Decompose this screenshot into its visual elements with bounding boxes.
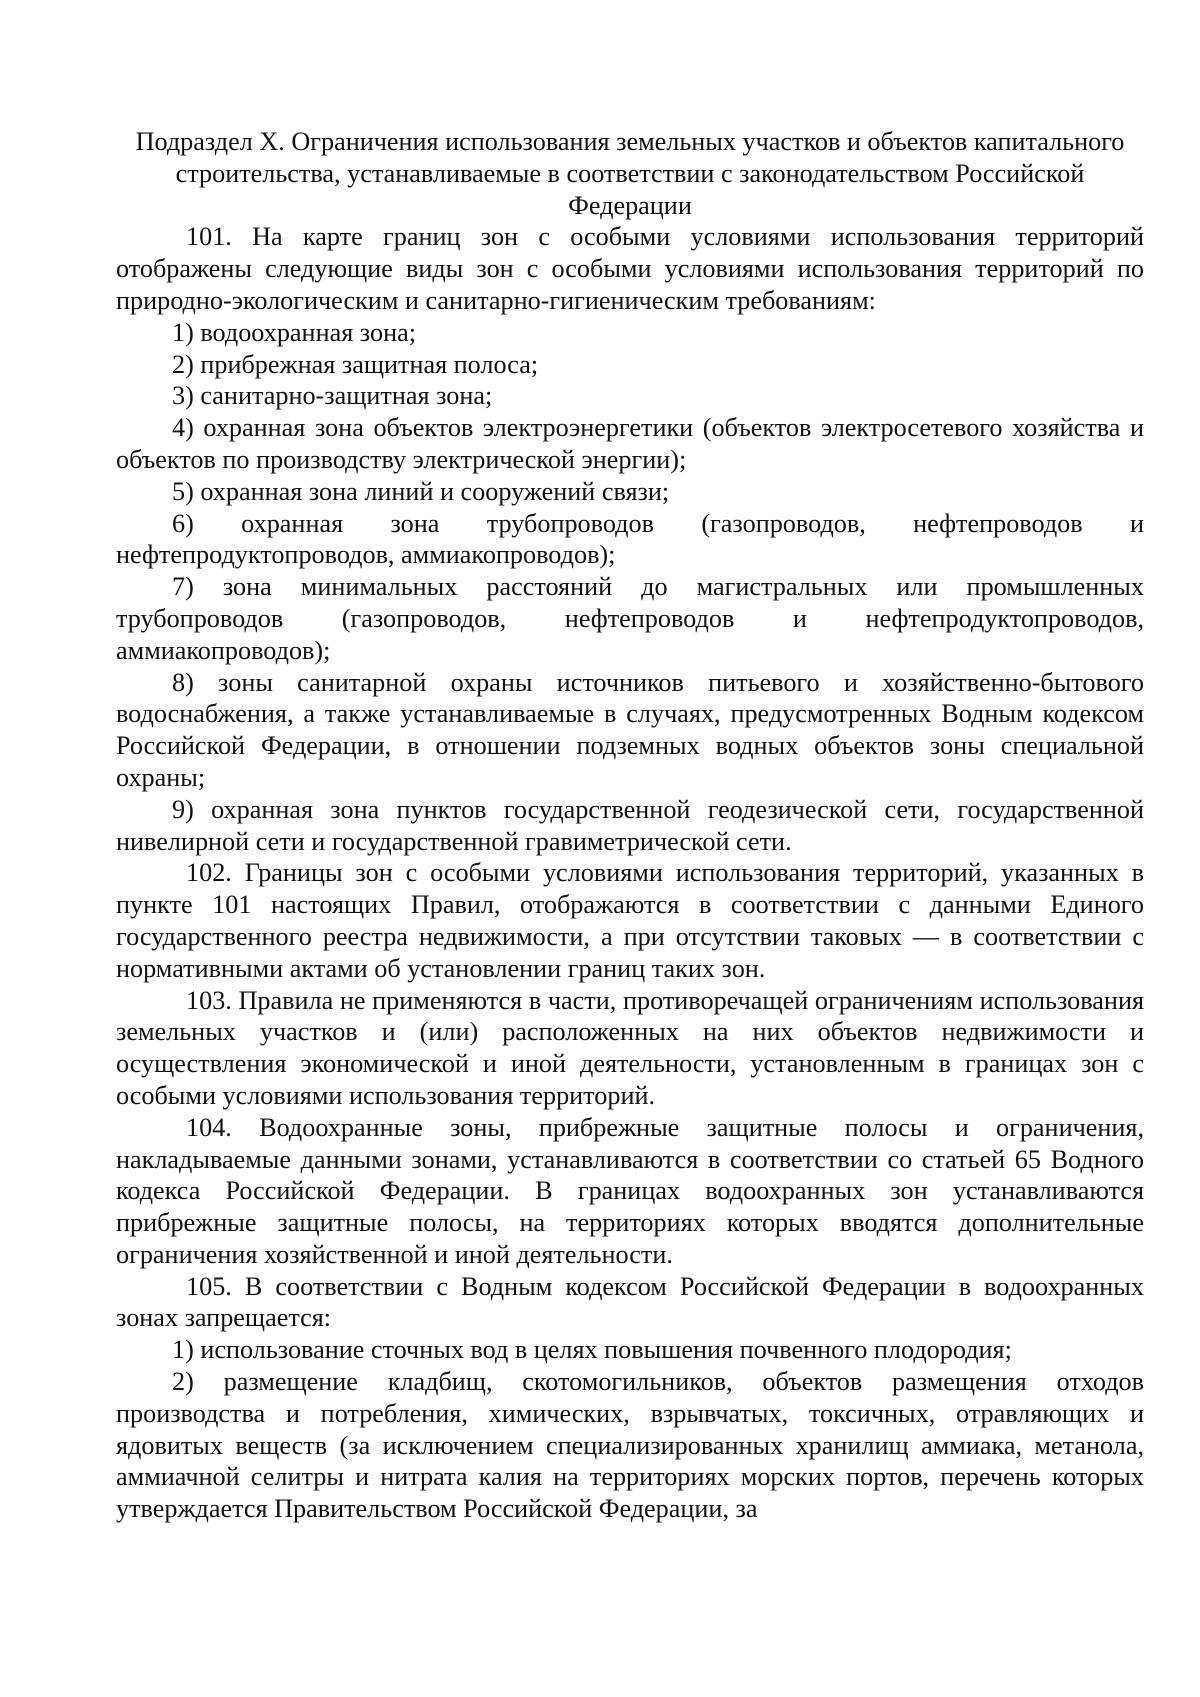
list-item-101-3: 3) санитарно-защитная зона; xyxy=(172,381,493,411)
document-page xyxy=(116,126,1144,1525)
list-item-101-5: 5) охранная зона линий и сооружений связи; xyxy=(172,476,670,506)
list-item-101-6: 6) охранная зона трубопроводов (газопроводов, нефтепроводов и нефтепродуктопроводов, аммиакопроводов); xyxy=(116,508,1144,570)
list-item-101-8: 8) зоны санитарной охраны источников питьевого и хозяйственно-бытового водоснабжения, а также устанавливаемые в случаях, предусмотренных Водным кодексом Российской Федерации, в отношении подземных водных объектов зоны специальной охраны; xyxy=(116,667,1144,792)
paragraph-104: 104. Водоохранные зоны, прибрежные защитные полосы и ограничения, накладываемые данными зонами, устанавливаются в соответствии со статьей 65 Водного кодекса Российской Федерации. В границах водоохранных зон устанавливаются прибрежные защитные полосы, на территориях которых вводятся дополнительные ограничения хозяйственной и иной деятельности. xyxy=(116,1112,1144,1269)
list-item-101-1: 1) водоохранная зона; xyxy=(172,317,416,347)
list-item-101-9: 9) охранная зона пунктов государственной геодезической сети, государственной нивелирной сети и государственной гравиметрической сети. xyxy=(116,794,1144,856)
list-item-101-4: 4) охранная зона объектов электроэнергетики (объектов электросетевого хозяйства и объектов по производству электрической энергии); xyxy=(116,413,1144,474)
paragraph-103: 103. Правила не применяются в части, противоречащей ограничениям использования земельных участков и (или) расположенных на них объектов недвижимости и осуществления экономической и иной деятельности, установленным в границах зон с особыми условиями использования территорий. xyxy=(116,985,1144,1110)
list-item-105-2: 2) размещение кладбищ, скотомогильников, объектов размещения отходов производства и потребления, химических, взрывчатых, токсичных, отравляющих и ядовитых веществ (за исключением специализированных хранилищ аммиака, метанола, аммиачной селитры и нитрата калия на территориях морских портов, перечень которых утверждается Правительством Российской Федерации, за xyxy=(116,1367,1144,1524)
section-heading: Подраздел X. Ограничения использования земельных участков и объектов капитального строительства, устанавливаемые в соответствии с законодательством Российской Федерации xyxy=(135,127,1125,220)
list-item-101-2: 2) прибрежная защитная полоса; xyxy=(172,349,539,379)
paragraph-101: 101. На карте границ зон с особыми условиями использования территорий отображены следующие виды зон с особыми условиями использования территорий по природно-экологическим и санитарно-гигиеническим требованиям: xyxy=(116,222,1144,315)
list-item-101-7: 7) зона минимальных расстояний до магистральных или промышленных трубопроводов (газопроводов, нефтепроводов и нефтепродуктопроводов, аммиакопроводов); xyxy=(116,572,1144,665)
paragraph-102: 102. Границы зон с особыми условиями использования территорий, указанных в пункте 101 настоящих Правил, отображаются в соответствии с данными Единого государственного реестра недвижимости, а при отсутствии таковых — в соответствии с нормативными актами об установлении границ таких зон. xyxy=(116,858,1144,983)
list-item-105-1: 1) использование сточных вод в целях повышения почвенного плодородия; xyxy=(172,1335,1012,1365)
paragraph-105: 105. В соответствии с Водным кодексом Российской Федерации в водоохранных зонах запрещается: xyxy=(116,1271,1144,1333)
